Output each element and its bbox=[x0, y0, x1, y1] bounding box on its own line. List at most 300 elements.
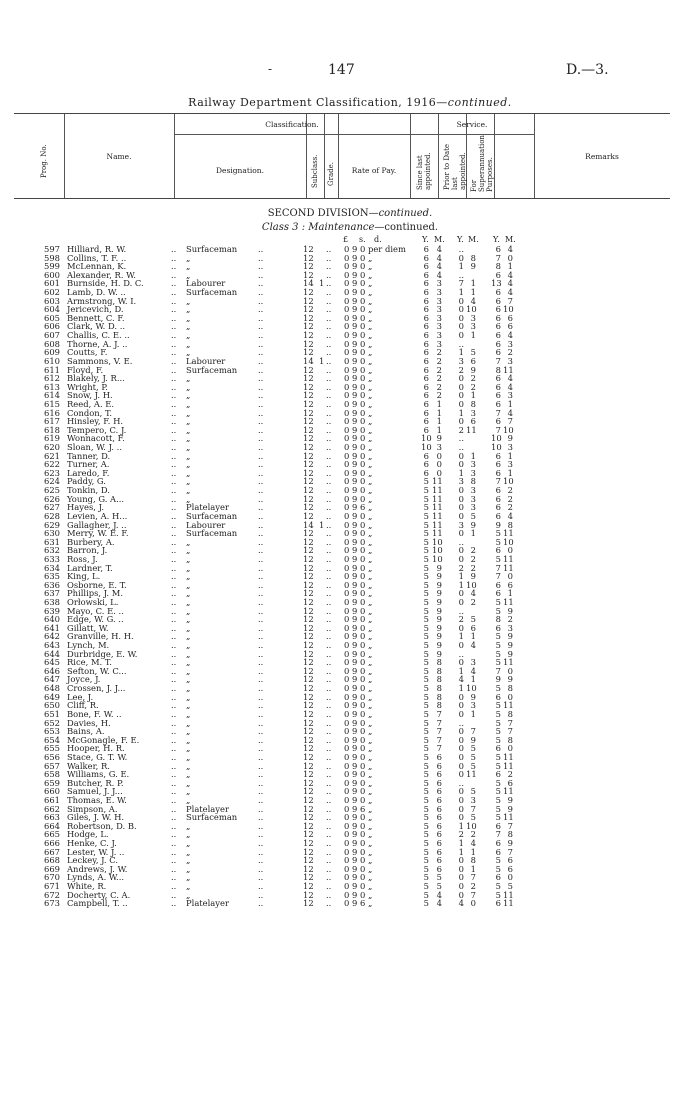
staff-name: Floyd, F. bbox=[67, 364, 104, 375]
super-months: 9 bbox=[507, 795, 513, 805]
rate-of-pay: 0 9 0 „ bbox=[344, 743, 373, 754]
leader-dots: .. bbox=[258, 708, 264, 719]
since-last-months: 8 bbox=[436, 674, 442, 685]
super-years: 6 bbox=[495, 545, 501, 556]
subclass: 12 bbox=[303, 829, 314, 840]
super-months: 8 bbox=[507, 708, 513, 719]
staff-name: Granville, H. H. bbox=[67, 631, 134, 642]
leader-dots: .. bbox=[171, 683, 177, 694]
subclass: 12 bbox=[303, 846, 314, 857]
super-months: 7 bbox=[507, 295, 513, 306]
prog-no: 669 bbox=[44, 863, 60, 874]
super-months: 4 bbox=[507, 330, 513, 341]
designation: „ bbox=[186, 820, 191, 831]
super-years: 6 bbox=[495, 321, 501, 332]
leader-dots: .. bbox=[326, 295, 332, 306]
since-last-years: 5 bbox=[423, 493, 429, 504]
leader-dots: .. bbox=[326, 838, 332, 849]
leader-dots: .. bbox=[171, 304, 177, 315]
designation: „ bbox=[186, 467, 191, 478]
leader-dots: .. bbox=[326, 485, 332, 496]
prog-no: 610 bbox=[44, 355, 60, 366]
subclass: 12 bbox=[303, 261, 314, 272]
leader-dots: .. bbox=[258, 760, 264, 771]
super-months: 9 bbox=[507, 631, 513, 642]
super-months: 3 bbox=[507, 442, 513, 453]
leader-dots: .. bbox=[171, 493, 177, 504]
super-months: 4 bbox=[507, 510, 513, 521]
since-last-years: 6 bbox=[423, 287, 429, 298]
designation: „ bbox=[186, 726, 191, 737]
subclass: 12 bbox=[303, 751, 314, 762]
staff-name: Gillatt, W. bbox=[67, 622, 109, 633]
leader-dots: .. bbox=[171, 398, 177, 409]
leader-dots: .. bbox=[326, 493, 332, 504]
rate-of-pay: 0 9 0 „ bbox=[344, 665, 373, 676]
unit-pence: d. bbox=[374, 235, 382, 244]
super-years: 7 bbox=[495, 476, 501, 487]
since-last-years: 5 bbox=[423, 502, 429, 513]
leader-dots: .. bbox=[258, 829, 264, 840]
leader-dots: .. bbox=[326, 278, 332, 289]
header-superannuation: For Superannuation Purposes. bbox=[470, 135, 494, 192]
leader-dots: .. bbox=[171, 855, 177, 866]
prog-no: 599 bbox=[44, 261, 60, 272]
designation: „ bbox=[186, 261, 191, 272]
staff-name: Crossen, J. J... bbox=[67, 683, 126, 694]
unit-m1: M. bbox=[434, 235, 445, 244]
leader-dots: .. bbox=[326, 863, 332, 874]
prog-no: 612 bbox=[44, 373, 60, 384]
super-months: 6 bbox=[507, 855, 513, 866]
super-years: 5 bbox=[495, 708, 501, 719]
super-years: 6 bbox=[495, 312, 501, 323]
since-last-years: 5 bbox=[423, 648, 429, 659]
leader-dots: .. bbox=[326, 795, 332, 805]
since-last-months: 1 bbox=[436, 416, 442, 427]
prior-years: 0 bbox=[458, 855, 464, 866]
since-last-months: 6 bbox=[436, 829, 442, 840]
leader-dots: .. bbox=[258, 519, 264, 530]
staff-name: King, L. bbox=[67, 571, 101, 582]
since-last-years: 5 bbox=[423, 665, 429, 676]
leader-dots: .. bbox=[258, 355, 264, 366]
title-main: Railway Department Classification, 1916— bbox=[188, 96, 448, 109]
super-years: 6 bbox=[495, 588, 501, 599]
leader-dots: .. bbox=[326, 347, 332, 358]
designation: „ bbox=[186, 553, 191, 564]
leader-dots: .. bbox=[258, 424, 264, 435]
super-years: 5 bbox=[495, 640, 501, 651]
rate-of-pay: 0 9 0 „ bbox=[344, 605, 373, 616]
designation: „ bbox=[186, 407, 191, 418]
subclass: 12 bbox=[303, 330, 314, 341]
super-years: 5 bbox=[495, 726, 501, 737]
prior-months: 3 bbox=[470, 493, 476, 504]
super-years: 6 bbox=[495, 459, 501, 470]
rate-of-pay: 0 9 0 „ bbox=[344, 381, 373, 392]
rate-of-pay: 0 9 0 „ bbox=[344, 528, 373, 539]
leader-dots: .. bbox=[171, 605, 177, 616]
super-months: 3 bbox=[507, 622, 513, 633]
since-last-months: 3 bbox=[436, 287, 442, 298]
since-last-months: 11 bbox=[432, 485, 443, 496]
since-last-years: 5 bbox=[423, 657, 429, 668]
title-continued: continued. bbox=[447, 96, 512, 109]
super-years: 6 bbox=[495, 743, 501, 754]
leader-dots: .. bbox=[171, 287, 177, 298]
designation: „ bbox=[186, 777, 191, 788]
prior-years: 1 bbox=[458, 467, 464, 478]
prior-years: 0 bbox=[458, 502, 464, 513]
since-last-years: 5 bbox=[423, 562, 429, 573]
subclass: 12 bbox=[303, 571, 314, 582]
super-years: 6 bbox=[495, 872, 501, 883]
subclass: 12 bbox=[303, 304, 314, 315]
staff-name: Gallagher, J. .. bbox=[67, 519, 127, 530]
designation: Surfaceman bbox=[186, 510, 238, 521]
leader-dots: .. bbox=[258, 872, 264, 883]
staff-name: Giles, J. W. H. bbox=[67, 812, 125, 823]
since-last-months: 2 bbox=[436, 347, 442, 358]
prog-no: 634 bbox=[44, 562, 60, 573]
leader-dots: .. bbox=[258, 562, 264, 573]
leader-dots: .. bbox=[258, 330, 264, 341]
super-years: 6 bbox=[495, 467, 501, 478]
prog-no: 636 bbox=[44, 579, 60, 590]
super-years: 5 bbox=[495, 786, 501, 797]
prior-years: 0 bbox=[458, 588, 464, 599]
prior-months: 1 bbox=[470, 330, 476, 341]
staff-name: Williams, G. E. bbox=[67, 769, 130, 780]
designation: „ bbox=[186, 442, 191, 453]
leader-dots: .. bbox=[326, 381, 332, 392]
rate-of-pay: 0 9 0 „ bbox=[344, 476, 373, 487]
prog-no: 643 bbox=[44, 640, 60, 651]
prior-months: 2 bbox=[470, 545, 476, 556]
since-last-months: 3 bbox=[436, 330, 442, 341]
prior-years: 2 bbox=[458, 424, 464, 435]
since-last-years: 5 bbox=[423, 476, 429, 487]
super-months: 0 bbox=[507, 691, 513, 702]
since-last-years: 6 bbox=[423, 373, 429, 384]
prior-months: 3 bbox=[470, 467, 476, 478]
designation: „ bbox=[186, 717, 191, 728]
designation: „ bbox=[186, 786, 191, 797]
header-prior: Prior to Date last appointed. bbox=[443, 143, 467, 190]
prior-months: 3 bbox=[470, 485, 476, 496]
prior-months: 2 bbox=[470, 373, 476, 384]
subclass: 12 bbox=[303, 442, 314, 453]
staff-name: Snow, J. H. bbox=[67, 390, 113, 401]
page-title bbox=[0, 96, 700, 109]
prior-months: 1 bbox=[470, 846, 476, 857]
prog-no: 607 bbox=[44, 330, 60, 341]
leader-dots: .. bbox=[258, 407, 264, 418]
prior-months: 4 bbox=[470, 838, 476, 849]
leader-dots: .. bbox=[171, 743, 177, 754]
super-years: 7 bbox=[495, 424, 501, 435]
since-last-years: 6 bbox=[423, 390, 429, 401]
leader-dots: .. bbox=[258, 769, 264, 780]
since-last-years: 5 bbox=[423, 510, 429, 521]
leader-dots: .. bbox=[258, 373, 264, 384]
super-months: 5 bbox=[507, 881, 513, 892]
leader-dots: .. bbox=[258, 450, 264, 461]
super-months: 3 bbox=[507, 459, 513, 470]
since-last-months: 3 bbox=[436, 338, 442, 349]
super-years: 5 bbox=[495, 803, 501, 814]
super-months: 9 bbox=[507, 605, 513, 616]
super-years: 7 bbox=[495, 562, 501, 573]
super-years: 5 bbox=[495, 751, 501, 762]
since-last-years: 5 bbox=[423, 743, 429, 754]
prior-years: 1 bbox=[458, 579, 464, 590]
prog-no: 628 bbox=[44, 510, 60, 521]
subclass: 12 bbox=[303, 872, 314, 883]
staff-name: Andrews, J. W. bbox=[67, 863, 128, 874]
super-months: 11 bbox=[503, 596, 514, 607]
staff-name: Thorne, A. J. .. bbox=[67, 338, 128, 349]
leader-dots: .. bbox=[258, 381, 264, 392]
since-last-months: 9 bbox=[436, 579, 442, 590]
header-rate-of-pay: Rate of Pay. bbox=[351, 166, 397, 175]
leader-dots: .. bbox=[258, 751, 264, 762]
subclass: 12 bbox=[303, 889, 314, 900]
super-years: 5 bbox=[495, 855, 501, 866]
prior-years: 0 bbox=[458, 881, 464, 892]
prior-months: 10 bbox=[466, 820, 477, 831]
staff-name: Lester, W. J. .. bbox=[67, 846, 125, 857]
leader-dots: .. bbox=[258, 795, 264, 805]
rate-of-pay: 0 9 0 „ bbox=[344, 889, 373, 900]
leader-dots: .. bbox=[171, 485, 177, 496]
super-months: 9 bbox=[507, 648, 513, 659]
prior-years: 0 bbox=[458, 528, 464, 539]
super-months: 11 bbox=[503, 751, 514, 762]
staff-name: Mayo, C. E. .. bbox=[67, 605, 124, 616]
rate-of-pay: 0 9 0 „ bbox=[344, 278, 373, 289]
rate-of-pay: 0 9 0 „ bbox=[344, 467, 373, 478]
leader-dots: .. bbox=[171, 347, 177, 358]
leader-dots: .. bbox=[258, 244, 264, 254]
prog-no: 662 bbox=[44, 803, 60, 814]
rate-of-pay: 0 9 0 „ bbox=[344, 485, 373, 496]
super-years: 7 bbox=[495, 665, 501, 676]
subclass: 14 bbox=[303, 355, 314, 366]
super-years: 5 bbox=[495, 700, 501, 711]
leader-dots: .. bbox=[258, 442, 264, 453]
leader-dots: .. bbox=[326, 614, 332, 625]
prog-no: 624 bbox=[44, 476, 60, 487]
super-years: 5 bbox=[495, 648, 501, 659]
leader-dots: .. bbox=[258, 640, 264, 651]
rate-of-pay: 0 9 0 „ bbox=[344, 269, 373, 280]
unit-m3: M. bbox=[505, 235, 516, 244]
leader-dots: .. bbox=[171, 364, 177, 375]
since-last-years: 6 bbox=[423, 364, 429, 375]
prior-months: 1 bbox=[470, 528, 476, 539]
since-last-months: 9 bbox=[436, 562, 442, 573]
staff-name: Bennett, C. F. bbox=[67, 312, 125, 323]
prior-years: 1 bbox=[458, 846, 464, 857]
super-years: 5 bbox=[495, 536, 501, 547]
designation: „ bbox=[186, 622, 191, 633]
leader-dots: .. bbox=[171, 510, 177, 521]
prior-months: 10 bbox=[466, 579, 477, 590]
leader-dots: .. bbox=[326, 373, 332, 384]
prior-years: .. bbox=[458, 717, 464, 728]
prior-years: 0 bbox=[458, 450, 464, 461]
subclass: 12 bbox=[303, 424, 314, 435]
prior-months: 11 bbox=[466, 424, 477, 435]
subclass: 12 bbox=[303, 640, 314, 651]
super-months: 2 bbox=[507, 347, 513, 358]
subclass: 12 bbox=[303, 287, 314, 298]
subclass: 12 bbox=[303, 631, 314, 642]
prog-no: 631 bbox=[44, 536, 60, 547]
prior-years: 0 bbox=[458, 691, 464, 702]
rate-of-pay: 0 9 0 „ bbox=[344, 571, 373, 582]
subclass: 12 bbox=[303, 510, 314, 521]
super-months: 4 bbox=[507, 269, 513, 280]
staff-name: Armstrong, W. I. bbox=[67, 295, 137, 306]
prog-no: 608 bbox=[44, 338, 60, 349]
rate-of-pay: 0 9 0 „ bbox=[344, 717, 373, 728]
prog-no: 648 bbox=[44, 683, 60, 694]
rate-of-pay: 0 9 0 „ bbox=[344, 777, 373, 788]
leader-dots: .. bbox=[171, 373, 177, 384]
designation: „ bbox=[186, 760, 191, 771]
leader-dots: .. bbox=[258, 614, 264, 625]
prior-months: 3 bbox=[470, 312, 476, 323]
designation: „ bbox=[186, 338, 191, 349]
since-last-years: 10 bbox=[421, 433, 432, 444]
since-last-years: 6 bbox=[423, 450, 429, 461]
rate-of-pay: 0 9 0 „ bbox=[344, 347, 373, 358]
staff-name: Sammons, V. E. bbox=[67, 355, 133, 366]
leader-dots: .. bbox=[171, 338, 177, 349]
prior-years: .. bbox=[458, 777, 464, 788]
leader-dots: .. bbox=[171, 726, 177, 737]
since-last-months: 3 bbox=[436, 321, 442, 332]
subclass: 12 bbox=[303, 596, 314, 607]
leader-dots: .. bbox=[171, 407, 177, 418]
super-months: 4 bbox=[507, 407, 513, 418]
prog-no: 611 bbox=[44, 364, 60, 375]
since-last-years: 5 bbox=[423, 889, 429, 900]
designation: „ bbox=[186, 536, 191, 547]
staff-name: Blakely, J. R... bbox=[67, 373, 125, 384]
rate-of-pay: 0 9 0 „ bbox=[344, 373, 373, 384]
prior-years: 0 bbox=[458, 510, 464, 521]
prior-years: .. bbox=[458, 338, 464, 349]
super-years: 8 bbox=[495, 364, 501, 375]
since-last-years: 5 bbox=[423, 588, 429, 599]
staff-name: Butcher, R. P. bbox=[67, 777, 124, 788]
leader-dots: .. bbox=[171, 708, 177, 719]
subclass: 12 bbox=[303, 244, 314, 254]
staff-name: Leckey, J. C. bbox=[67, 855, 118, 866]
subclass: 12 bbox=[303, 614, 314, 625]
super-months: 2 bbox=[507, 769, 513, 780]
rate-of-pay: 0 9 0 „ bbox=[344, 640, 373, 651]
prog-no: 604 bbox=[44, 304, 60, 315]
subclass: 14 bbox=[303, 519, 314, 530]
super-months: 9 bbox=[507, 838, 513, 849]
staff-name: Sefton, W. C... bbox=[67, 665, 127, 676]
super-years: 6 bbox=[495, 244, 501, 254]
leader-dots: .. bbox=[258, 528, 264, 539]
prior-years: 0 bbox=[458, 553, 464, 564]
super-months: 7 bbox=[507, 726, 513, 737]
prior-months: 8 bbox=[470, 855, 476, 866]
leader-dots: .. bbox=[326, 640, 332, 651]
leader-dots: .. bbox=[326, 674, 332, 685]
designation: „ bbox=[186, 863, 191, 874]
since-last-years: 6 bbox=[423, 398, 429, 409]
rate-of-pay: 0 9 0 „ bbox=[344, 338, 373, 349]
since-last-months: 6 bbox=[436, 786, 442, 797]
super-years: 6 bbox=[495, 373, 501, 384]
prior-months: 6 bbox=[470, 355, 476, 366]
prior-months: 7 bbox=[470, 803, 476, 814]
rate-of-pay: 0 9 0 „ bbox=[344, 838, 373, 849]
since-last-months: 2 bbox=[436, 373, 442, 384]
prog-no: 621 bbox=[44, 450, 60, 461]
leader-dots: .. bbox=[171, 553, 177, 564]
unit-y3: Y. bbox=[493, 235, 500, 244]
since-last-years: 6 bbox=[423, 338, 429, 349]
super-years: 6 bbox=[495, 502, 501, 513]
prior-months: 6 bbox=[470, 622, 476, 633]
prior-years: 0 bbox=[458, 390, 464, 401]
since-last-years: 5 bbox=[423, 734, 429, 745]
leader-dots: .. bbox=[171, 321, 177, 332]
super-months: 10 bbox=[503, 476, 514, 487]
leader-dots: .. bbox=[326, 708, 332, 719]
subclass: 12 bbox=[303, 312, 314, 323]
prior-years: 0 bbox=[458, 889, 464, 900]
prior-months: 1 bbox=[470, 674, 476, 685]
header-subclass: Subclass. bbox=[311, 154, 319, 188]
prior-months: 3 bbox=[470, 657, 476, 668]
super-years: 6 bbox=[495, 416, 501, 427]
super-months: 11 bbox=[503, 364, 514, 375]
prior-years: 2 bbox=[458, 562, 464, 573]
super-months: 6 bbox=[507, 579, 513, 590]
rate-of-pay: 0 9 0 „ bbox=[344, 398, 373, 409]
super-years: 6 bbox=[495, 579, 501, 590]
prog-no: 654 bbox=[44, 734, 60, 745]
leader-dots: .. bbox=[258, 364, 264, 375]
prior-years: 0 bbox=[458, 459, 464, 470]
since-last-months: 2 bbox=[436, 355, 442, 366]
super-months: 9 bbox=[507, 640, 513, 651]
leader-dots: .. bbox=[171, 355, 177, 366]
leader-dots: .. bbox=[326, 338, 332, 349]
super-years: 6 bbox=[495, 846, 501, 857]
staff-name: Burnside, H. D. C. bbox=[67, 278, 144, 289]
leader-dots: .. bbox=[258, 803, 264, 814]
subclass: 12 bbox=[303, 717, 314, 728]
super-years: 6 bbox=[495, 485, 501, 496]
leader-dots: .. bbox=[171, 665, 177, 676]
super-years: 5 bbox=[495, 605, 501, 616]
prior-months: 5 bbox=[470, 812, 476, 823]
rate-of-pay: 0 9 0 „ bbox=[344, 459, 373, 470]
leader-dots: .. bbox=[326, 631, 332, 642]
